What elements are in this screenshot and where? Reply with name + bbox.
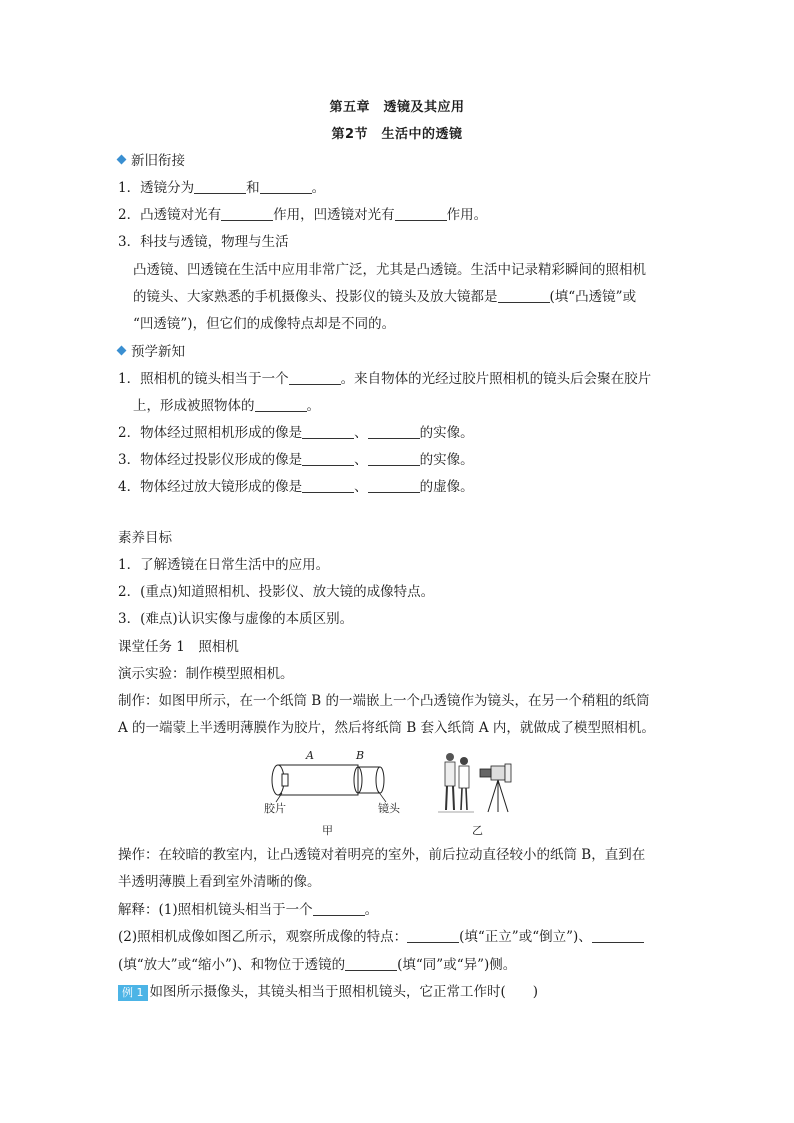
task1-op-2: 半透明薄膜上看到室外清晰的像。 xyxy=(118,874,321,890)
review-heading: 新旧衔接 xyxy=(118,151,185,171)
goal-3: 3．(难点)认识实像与虚像的本质区别。 xyxy=(118,611,354,627)
goals-heading: 素养目标 xyxy=(118,530,172,546)
preview-q3: 3．物体经过投影仪形成的像是 、 的实像。 xyxy=(118,452,474,468)
camera-on-tripod-icon xyxy=(480,764,511,812)
people-illustration xyxy=(438,753,474,812)
task1-op-1: 操作：在较暗的教室内，让凸透镜对着明亮的室外，前后拉动直径较小的纸筒 B，直到在 xyxy=(118,847,646,863)
task1-make-1: 制作：如图甲所示，在一个纸筒 B 的一端嵌上一个凸透镜作为镜头，在另一个稍粗的纸筒 xyxy=(118,693,650,709)
answer-blank[interactable] xyxy=(260,179,312,194)
review-q3-p1: 凸透镜、凹透镜在生活中应用非常广泛，尤其是凸透镜。生活中记录精彩瞬间的照相机 xyxy=(133,262,646,278)
example-1: 例 1 如图所示摄像头，其镜头相当于照相机镜头，它正常工作时( ) xyxy=(118,982,538,1002)
review-q3-p2: 的镜头、大家熟悉的手机摄像头、投影仪的镜头及放大镜都是 (填“凸透镜”或 xyxy=(133,289,637,305)
review-q1: 1．透镜分为 和 。 xyxy=(118,180,326,196)
paper-tube-model xyxy=(272,765,386,802)
preview-q1-cont: 上，形成被照物体的 。 xyxy=(133,398,320,414)
preview-q4: 4．物体经过放大镜形成的像是 、 的虚像。 xyxy=(118,479,474,495)
caption-yi: 乙 xyxy=(472,824,483,837)
goal-1: 1．了解透镜在日常生活中的应用。 xyxy=(118,557,330,573)
preview-heading: 预学新知 xyxy=(118,342,185,362)
answer-blank[interactable] xyxy=(498,288,550,303)
chapter-title: 第五章 透镜及其应用 xyxy=(329,100,465,115)
answer-blank[interactable] xyxy=(302,451,354,466)
label-tube-a: A xyxy=(306,749,314,762)
task1-exp-1: 解释：(1)照相机镜头相当于一个 。 xyxy=(118,902,379,918)
answer-blank[interactable] xyxy=(313,901,365,916)
answer-blank[interactable] xyxy=(255,397,307,412)
answer-blank[interactable] xyxy=(592,928,644,943)
answer-blank[interactable] xyxy=(302,424,354,439)
section-title: 第2节 生活中的透镜 xyxy=(331,127,463,142)
camera-model-figure xyxy=(260,748,530,838)
caption-jia: 甲 xyxy=(322,824,333,837)
answer-blank[interactable] xyxy=(221,206,273,221)
diamond-bullet-icon xyxy=(117,155,127,165)
diamond-bullet-icon xyxy=(117,346,127,356)
answer-blank[interactable] xyxy=(368,451,420,466)
label-lens: 镜头 xyxy=(378,802,400,815)
review-q3-p3: “凹透镜”)，但它们的成像特点却是不同的。 xyxy=(133,316,396,332)
task1-exp-2: (2)照相机成像如图乙所示，观察所成像的特点： (填“正立”或“倒立”)、 xyxy=(118,927,644,947)
review-q3-title: 3．科技与透镜，物理与生活 xyxy=(118,234,289,250)
task1-heading: 课堂任务 1 照相机 xyxy=(118,639,239,655)
answer-blank[interactable] xyxy=(345,956,397,971)
task1-demo: 演示实验：制作模型照相机。 xyxy=(118,666,294,682)
answer-blank[interactable] xyxy=(194,179,246,194)
task1-make-2: A 的一端蒙上半透明薄膜作为胶片，然后将纸筒 B 套入纸筒 A 内，就做成了模型照相机。 xyxy=(118,720,655,736)
answer-blank[interactable] xyxy=(368,424,420,439)
review-q2: 2．凸透镜对光有 作用，凹透镜对光有 作用。 xyxy=(118,207,488,223)
preview-q1: 1．照相机的镜头相当于一个 。来自物体的光经过胶片照相机的镜头后会聚在胶片 xyxy=(118,371,652,387)
answer-blank[interactable] xyxy=(289,370,341,385)
preview-q2: 2．物体经过照相机形成的像是 、 的实像。 xyxy=(118,425,474,441)
goal-2: 2．(重点)知道照相机、投影仪、放大镜的成像特点。 xyxy=(118,584,435,600)
answer-blank[interactable] xyxy=(407,928,459,943)
answer-blank[interactable] xyxy=(368,478,420,493)
label-film: 胶片 xyxy=(264,802,286,815)
answer-blank[interactable] xyxy=(302,478,354,493)
label-tube-b: B xyxy=(356,749,365,762)
answer-blank[interactable] xyxy=(395,206,447,221)
task1-exp-3: (填“放大”或“缩小”)、和物位于透镜的 (填“同”或“异”)侧。 xyxy=(118,957,517,973)
example-badge: 例 1 xyxy=(118,985,148,1001)
